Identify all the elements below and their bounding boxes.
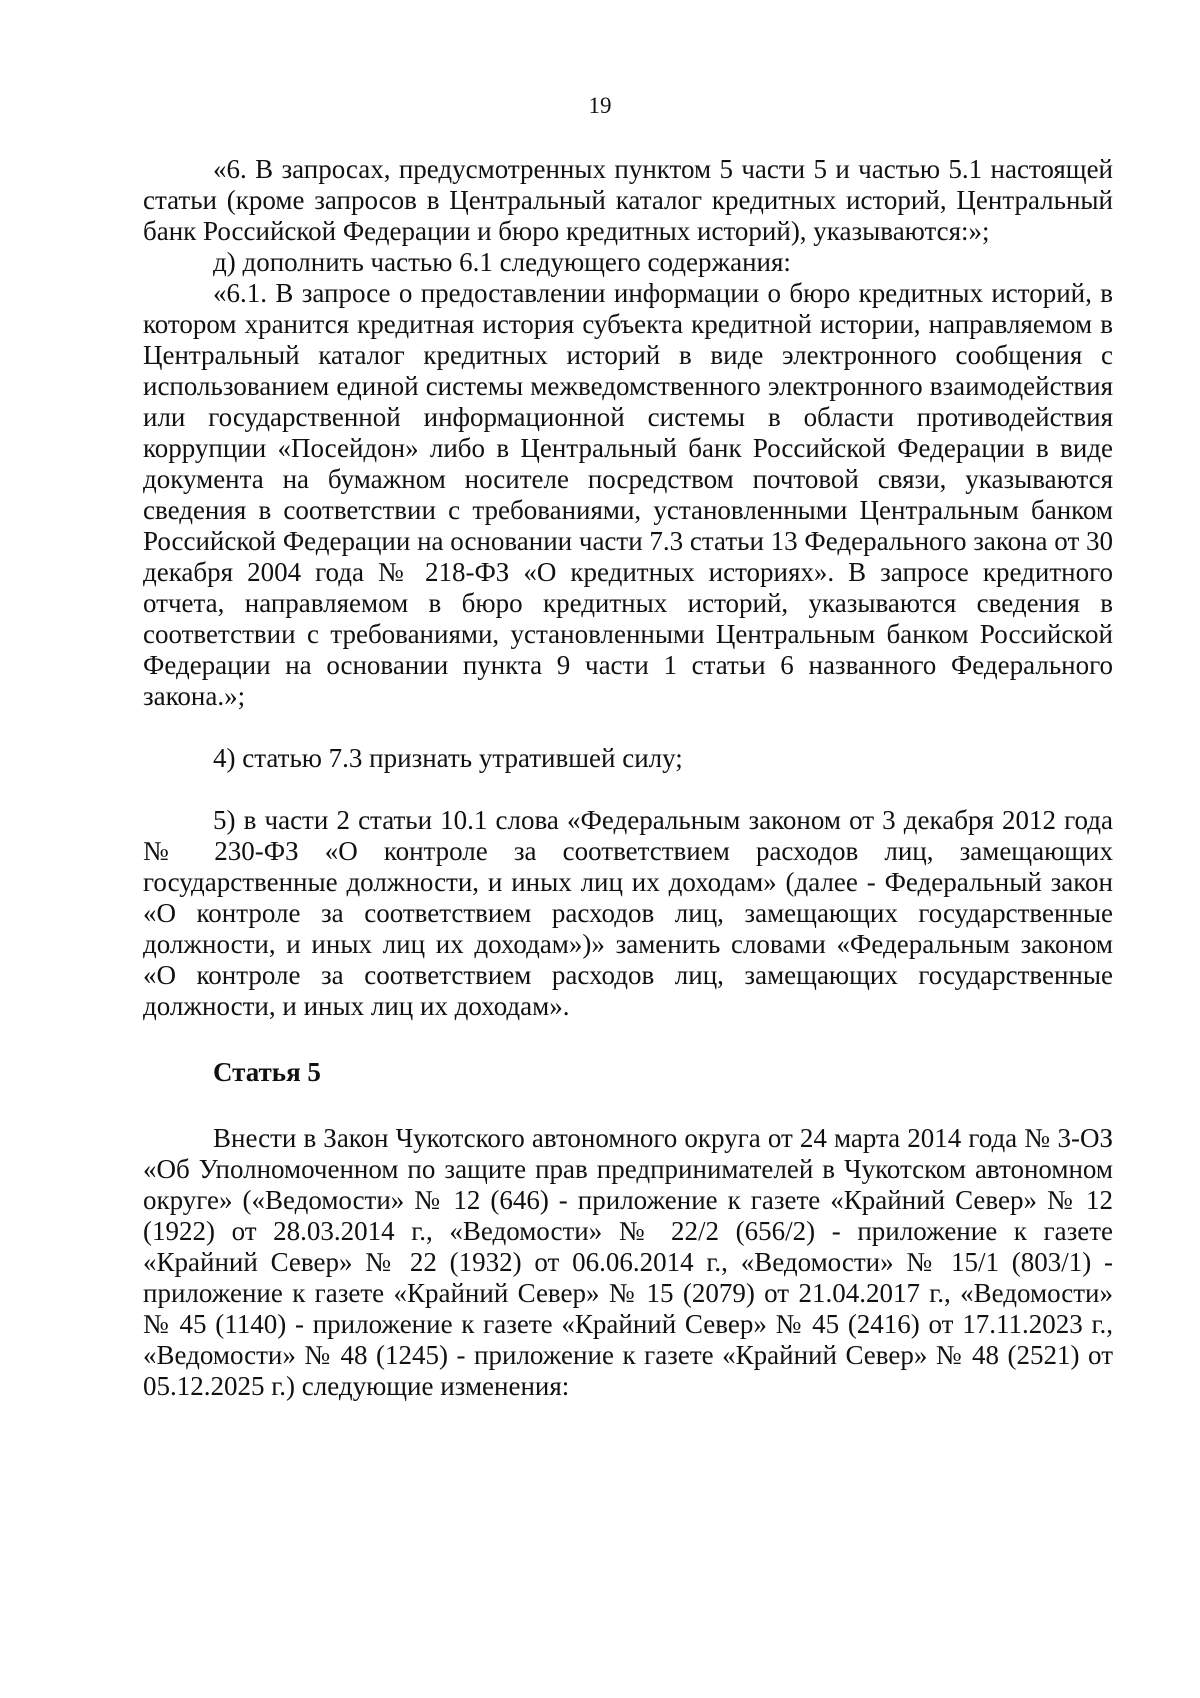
paragraph-4-repeal: 4) статью 7.3 признать утратившей силу; xyxy=(213,743,683,773)
paragraph-d-add-part: д) дополнить частью 6.1 следующего содержания: xyxy=(213,247,791,277)
page-number: 19 xyxy=(588,93,612,118)
document-body xyxy=(143,154,1113,1402)
paragraph-6-1-request: «6.1. В запросе о предоставлении информации о бюро кредитных историй, в котором хранится кредитная история субъекта кредитной истории, направляемом в Центральный каталог кредитных историй в виде электронного сообщения с использованием единой системы межведомственного электронного взаимодействия или государственной информационной системы в области противодействия коррупции «Посейдон» либо в Центральный банк Российской Федерации в виде документа на бумажном носителе посредством почтовой связи, указываются сведения в соответствии с требованиями, установленными Центральным банком Российской Федерации на основании части 7.3 статьи 13 Федерального закона от 30 декабря 2004 года № 218-ФЗ «О кредитных историях». В запросе кредитного отчета, направляемом в бюро кредитных историй, указываются сведения в соответствии с требованиями, установленными Центральным банком Российской Федерации на основании пункта 9 части 1 статьи 6 названного Федерального закона.»; xyxy=(143,278,1113,711)
paragraph-6-requests: «6. В запросах, предусмотренных пунктом 5 части 5 и частью 5.1 настоящей статьи (кроме запросов в Центральный каталог кредитных историй, Центральный банк Российской Федерации и бюро кредитных историй), указываются:»; xyxy=(143,154,1113,246)
article-5-text: Внести в Закон Чукотского автономного округа от 24 марта 2014 года № 3-ОЗ «Об Уполномоченном по защите прав предпринимателей в Чукотском автономном округе» («Ведомости» № 12 (646) - приложение к газете «Крайний Север» № 12 (1922) от 28.03.2014 г., «Ведомости» № 22/2 (656/2) - приложение к газете «Крайний Север» № 22 (1932) от 06.06.2014 г., «Ведомости» № 15/1 (803/1) - приложение к газете «Крайний Север» № 15 (2079) от 21.04.2017 г., «Ведомости» № 45 (1140) - приложение к газете «Крайний Север» № 45 (2416) от 17.11.2023 г., «Ведомости» № 48 (1245) - приложение к газете «Крайний Север» № 48 (2521) от 05.12.2025 г.) следующие изменения: xyxy=(143,1123,1113,1401)
article-heading: Статья 5 xyxy=(213,1057,321,1087)
paragraph-5-amend: 5) в части 2 статьи 10.1 слова «Федеральным законом от 3 декабря 2012 года № 230-ФЗ «О контроле за соответствием расходов лиц, замещающих государственные должности, и иных лиц их доходам» (далее - Федеральный закон «О контроле за соответствием расходов лиц, замещающих государственные должности, и иных лиц их доходам»)» заменить словами «Федеральным законом «О контроле за соответствием расходов лиц, замещающих государственные должности, и иных лиц их доходам». xyxy=(143,805,1113,1021)
